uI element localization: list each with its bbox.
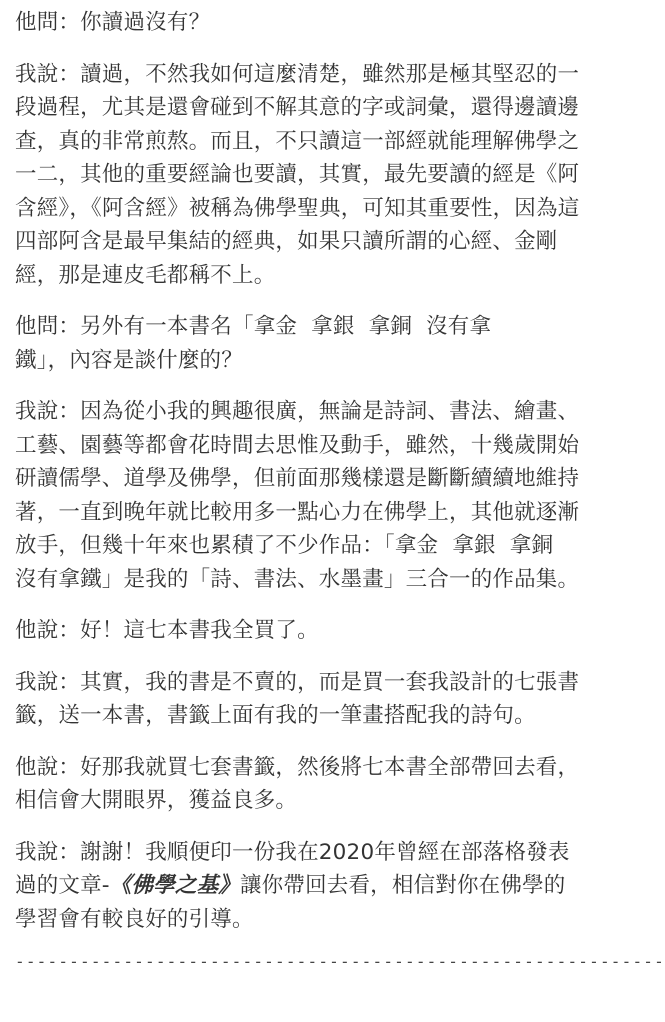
dialogue-paragraph-2: 我說：讀過，不然我如何這麼清楚，雖然那是極其堅忍的一段過程，尤其是還會碰到不解其意的字或詞彙，還得邊讀邊查，真的非常煎熬。而且，不只讀這一部經就能理解佛學之一二，其他的重要經論也要讀，其實，最先要讀的經是《阿含經》，《阿含經》被稱為佛學聖典，可知其重要性，因為這四部阿含是最早集結的經典，如果只讀所謂的心經、金剛經，那是連皮毛都稱不上。 (15, 61, 580, 288)
dialogue-paragraph-8 (15, 836, 586, 937)
dialogue-paragraph-4: 我說：因為從小我的興趣很廣，無論是詩詞、書法、繪畫、工藝、園藝等都會花時間去思惟及動手，雖然，十幾歲開始研讀儒學、道學及佛學，但前面那幾樣還是斷斷續續地維持著，一直到晚年就比較用多一點心力在佛學上，其他就逐漸放手，但幾十年來也累積了不少作品：「拿金 拿銀 拿銅 沒有拿鐵」是我的「詩、書法、水墨畫」三合一的作品集。 (15, 399, 580, 592)
article-title-link: 《佛學之基》 (109, 873, 240, 898)
dialogue-paragraph-7: 他說：好那我就買七套書籤，然後將七本書全部帶回去看，相信會大開眼界，獲益良多。 (15, 754, 580, 813)
dialogue-paragraph-1: 他問：你讀過沒有？ (15, 10, 211, 35)
paragraph-8-text-after: 讓你帶回去看，相信對你在佛學的學習會有較良好的引導。 (15, 873, 566, 932)
dashed-divider: ------------------------------------------------------------ (15, 952, 665, 971)
dialogue-paragraph-3: 他問：另外有一本書名「拿金 拿銀 拿銅 沒有拿鐵」，內容是談什麼的？ (15, 314, 492, 373)
paragraph-8-text-before: 我說：謝謝！我順便印一份我在2020年曾經在部落格發表過的文章- (15, 839, 570, 898)
dialogue-paragraph-5: 他說：好！這七本書我全買了。 (15, 618, 319, 643)
dialogue-paragraph-6: 我說：其實，我的書是不賣的，而是買一套我設計的七張書籤，送一本書，書籤上面有我的一筆畫搭配我的詩句。 (15, 669, 580, 728)
